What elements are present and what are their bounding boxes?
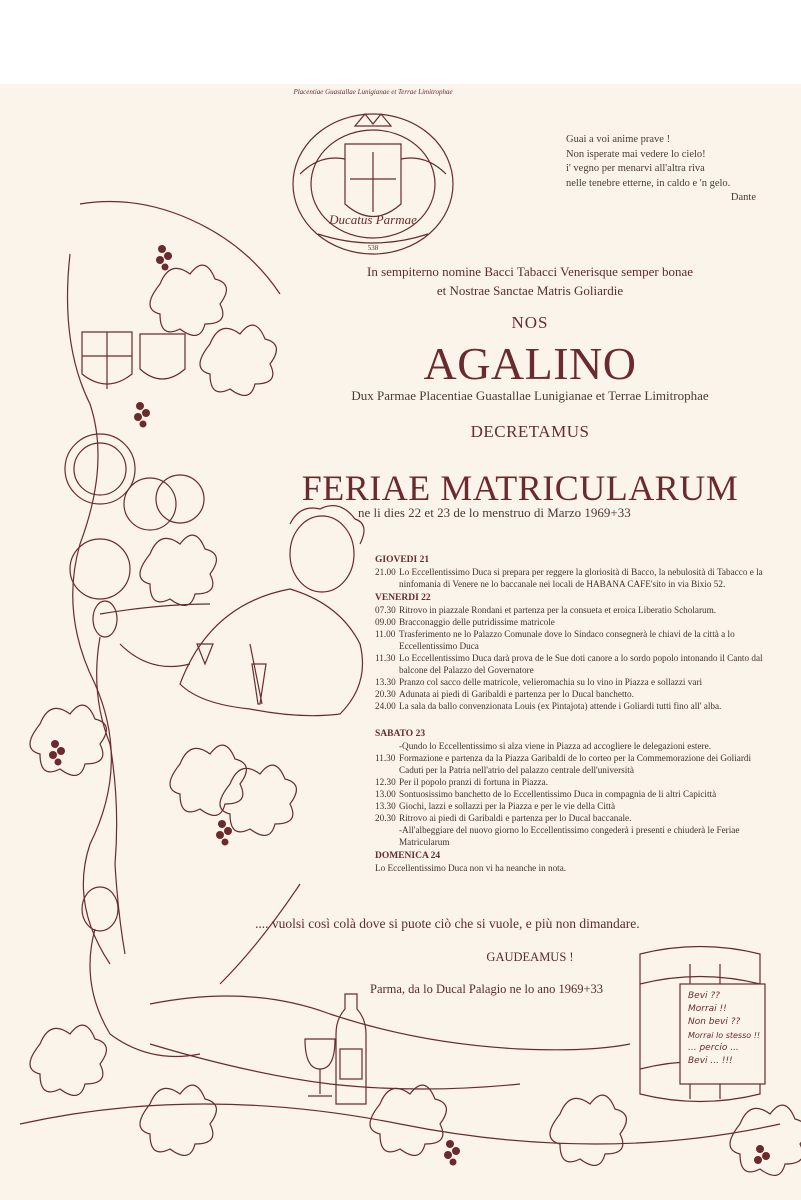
schedule-time: 11.30 (375, 653, 396, 663)
barrel-note-line: Bevi ?? (688, 991, 720, 1001)
day-heading: GIOVEDI 21 (375, 555, 430, 565)
schedule-text: Ritrovo in piazzale Rondani et partenza per la consueta et eroica Liberatio Scholarum. (399, 605, 717, 615)
closing-quote: .... vuolsi così colà dove si puote ciò che si vuole, e più non dimandare. (255, 916, 640, 931)
quote-author: Dante (730, 192, 756, 203)
schedule-text: Pranzo col sacco delle matricole, velieromachia su lo vino in Piazza e sollazzi vari (399, 677, 703, 687)
schedule-time: 12.30 (375, 777, 396, 787)
grapevine-left (30, 202, 296, 1096)
schedule-time: 11.30 (375, 753, 396, 763)
schedule-text: Trasferimento ne lo Palazzo Comunale dove lo Sindaco consegnerà le chiavi de la città a lo Eccellentissimo Duca (399, 629, 735, 651)
schedule-row (375, 824, 775, 848)
reclining-bacchus (100, 506, 364, 716)
schedule-time: 24.00 (375, 701, 396, 711)
barrel-note-line: Non bevi ?? (688, 1017, 741, 1027)
crest-number: 538 (367, 244, 379, 252)
signoff: Parma, da lo Ducal Palagio ne lo ano 1969+33 (370, 982, 604, 996)
wine-bottle (336, 994, 366, 1104)
schedule-row (375, 752, 775, 776)
schedule-row (375, 800, 775, 812)
schedule-text: Adunata ai piedi di Garibaldi e partenza per lo Ducal banchetto. (399, 689, 634, 699)
schedule-text: La sala da ballo convenzionata Louis (ex Pintajota) attende i Goliardi tutti fino all' alba. (399, 701, 722, 711)
schedule-row (375, 776, 775, 788)
schedule-time: 13.00 (375, 789, 396, 799)
schedule-time (375, 824, 399, 848)
quote-line: Non isperate mai vedere lo cielo! (566, 148, 706, 160)
schedule-text: -All'albeggiare del nuovo giorno lo Eccellentissimo congederà i presenti e chiuderà le Feriae Matricularum (399, 825, 740, 847)
schedule-text: Ritrovo ai piedi di Garibaldi e partenza per lo Ducal baccanale. (399, 813, 632, 823)
crest-ring-text: Placentiae Guastallae Lunigianae et Terrae Limitrophae (293, 88, 453, 96)
schedule-time: 09.00 (375, 617, 396, 627)
schedule-row (375, 616, 775, 628)
invocation-line: et Nostrae Sanctae Matris Goliardie (436, 283, 624, 298)
schedule-row (375, 862, 775, 874)
invocation (300, 262, 760, 300)
schedule-time: 13.30 (375, 801, 396, 811)
schedule-row (375, 566, 775, 590)
schedule-time: 20.30 (375, 813, 396, 823)
barrel-note (688, 990, 768, 1068)
barrel-note-line: Bevi ... !!! (688, 1056, 733, 1066)
page-title: AGALINO (423, 338, 637, 389)
schedule-row (375, 652, 775, 676)
ducal-crest (293, 114, 453, 254)
event-title: FERIAE MATRICULARUM (301, 468, 739, 508)
event-schedule (375, 552, 775, 874)
dante-quote (566, 133, 786, 206)
schedule-time: 21.00 (375, 567, 396, 577)
barrel-note-line: Morrai lo stesso !! (688, 1031, 761, 1040)
day-heading: VENERDI 22 (375, 593, 431, 603)
schedule-text: Lo Eccellentissimo Duca si prepara per reggere la gloriosità di Bacco, la nebulosità di Tabacco e la ninfomania di Venere ne lo baccanale nei locali de HABANA CAFE'sito in via Bixio 52. (399, 567, 763, 589)
gaudeamus: GAUDEAMUS ! (486, 950, 574, 964)
schedule-text: Lo Eccellentissimo Duca darà prova de le Sue doti canore a lo sordo popolo intonando il Canto dal balcone del Palazzo del Governatore (399, 653, 763, 675)
invocation-line: In sempiterno nomine Bacci Tabacci Venerisque semper bonae (366, 264, 694, 279)
schedule-time: 11.00 (375, 629, 396, 639)
schedule-text: Lo Eccellentissimo Duca non vi ha neanche in nota. (375, 863, 567, 873)
schedule-text: Sontuosissimo banchetto de lo Eccellentissimo Duca in compagnia de li altri Capicittà (399, 789, 717, 799)
schedule-text: -Qundo lo Eccellentissimo si alza viene in Piazza ad accogliere le delegazioni estere. (399, 741, 711, 751)
quote-line: nelle tenebre etterne, in caldo e 'n gelo. (566, 177, 731, 189)
day-heading: SABATO 23 (375, 729, 426, 739)
schedule-time (375, 740, 399, 752)
schedule-row (375, 676, 775, 688)
schedule-row (375, 628, 775, 652)
schedule-text: Per il popolo pranzi di fortuna in Piazza. (399, 777, 549, 787)
schedule-time: 13.30 (375, 677, 396, 687)
schedule-text: Formazione e partenza da la Piazza Garibaldi de lo corteo per la Commemorazione dei Goliardi Caduti per la Patria nell'atrio del palazzo centrale dell'università (399, 753, 752, 775)
nos-heading: NOS (511, 313, 549, 332)
decretamus-heading: DECRETAMUS (470, 422, 590, 441)
ducal-titles: Dux Parmae Placentiae Guastallae Lunigianae et Terrae Limitrophae (351, 388, 709, 403)
schedule-text: Bracconaggio delle putridissime matricole (399, 617, 555, 627)
schedule-row (375, 700, 775, 712)
heraldic-shields (65, 332, 204, 599)
wine-glass (305, 1039, 335, 1096)
crest-motto: Ducatus Parmae (329, 212, 417, 227)
grapevine-bottom (20, 1085, 801, 1175)
event-dates: ne li dies 22 et 23 de lo menstruo di Marzo 1969+33 (358, 505, 631, 520)
schedule-text: Giochi, lazzi e sollazzi per la Piazza e per le vie della Città (399, 801, 616, 811)
schedule-row (375, 740, 775, 752)
quote-line: i' vegno per menarvi all'altra riva (566, 163, 705, 174)
day-heading: DOMENICA 24 (375, 851, 441, 861)
schedule-row (375, 788, 775, 800)
schedule-row (375, 604, 775, 616)
schedule-time: 07.30 (375, 605, 396, 615)
barrel-note-line: Morrai !! (688, 1004, 727, 1014)
schedule-time: 20.30 (375, 689, 396, 699)
schedule-row (375, 812, 775, 824)
quote-line: Guai a voi anime prave ! (566, 134, 671, 145)
barrel-note-line: ... percio ... (688, 1043, 739, 1053)
schedule-row (375, 688, 775, 700)
